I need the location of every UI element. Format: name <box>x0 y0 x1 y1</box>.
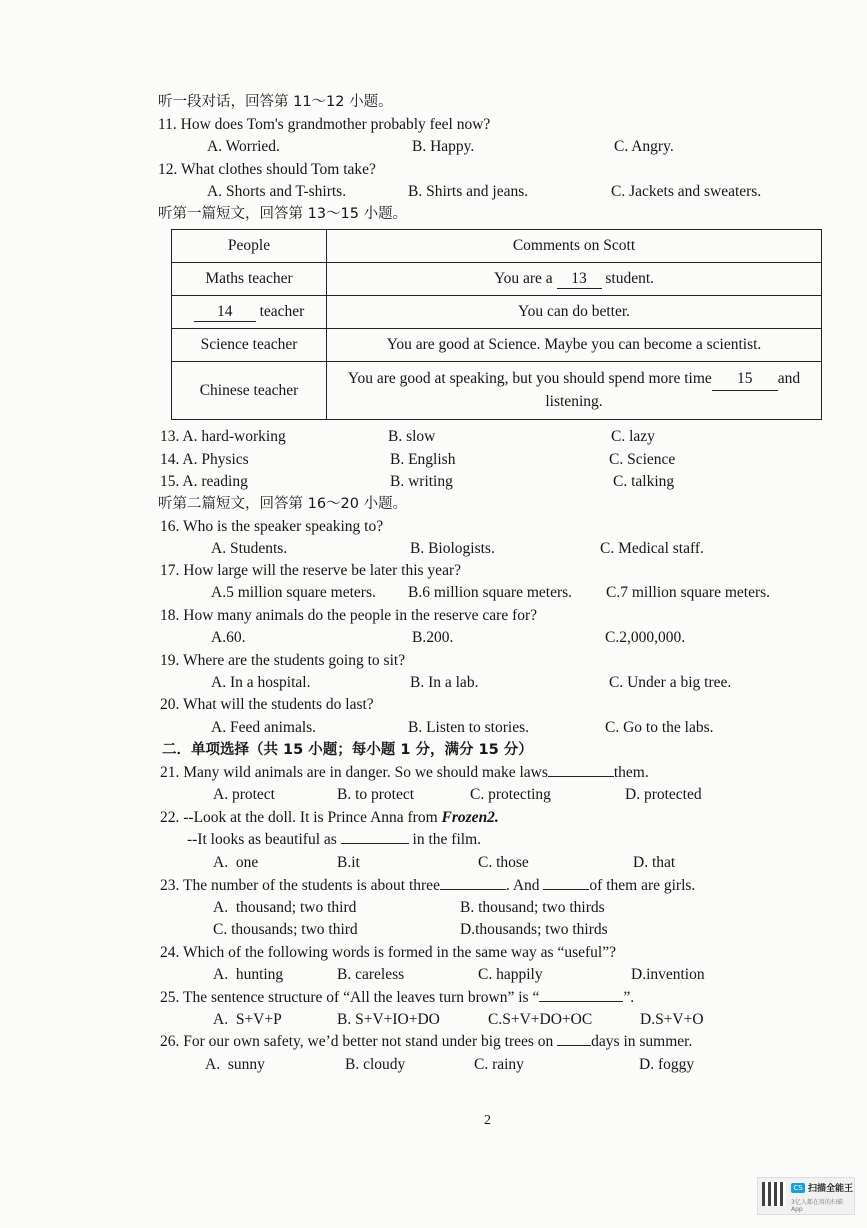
q26-blank <box>557 1045 591 1046</box>
q26-text-end: days in summer. <box>591 1033 693 1050</box>
q23-text: 23. The number of the students is about three <box>160 877 440 894</box>
q21-option-c: C. protecting <box>470 786 551 803</box>
passage1-header: 听第一篇短文，回答第 13～15 小题。 <box>158 206 408 222</box>
q16-option-a: A. Students. <box>211 540 288 557</box>
q15-option-b: B. writing <box>390 473 453 490</box>
comment-text: student. <box>601 269 655 287</box>
table-cell-person: Maths teacher <box>172 263 327 296</box>
q26-option-a: A. sunny <box>205 1056 265 1073</box>
q11-option-b: B. Happy. <box>412 138 475 155</box>
question-22-line1 <box>160 808 499 828</box>
table-cell-person: Science teacher <box>172 329 327 362</box>
q20-option-a: A. Feed animals. <box>211 719 317 736</box>
q21-option-b: B. to protect <box>337 786 415 803</box>
q11-option-c: C. Angry. <box>614 138 674 155</box>
q21-blank <box>548 776 614 777</box>
q12-option-b: B. Shirts and jeans. <box>408 183 529 200</box>
q23-option-d: D.thousands; two thirds <box>460 921 608 938</box>
q11-option-a: A. Worried. <box>207 138 280 155</box>
q13-option-a: 13. A. hard-working <box>160 428 286 445</box>
q22-blank <box>341 843 409 844</box>
q17-option-a: A.5 million square meters. <box>211 584 376 601</box>
q21-option-d: D. protected <box>625 786 702 803</box>
blank-14: 14 <box>194 303 256 322</box>
comment-text: You are good at speaking, but you should spend more time <box>347 370 712 387</box>
film-title: Frozen2. <box>441 809 499 826</box>
q23-option-a: A. thousand; two third <box>213 899 357 916</box>
q25-option-a: A. S+V+P <box>213 1011 282 1028</box>
section2-header: 二．单项选择（共 15 小题；每小题 1 分，满分 15 分） <box>162 742 533 758</box>
q23-text-mid: . And <box>505 877 544 894</box>
table-header-comments: Comments on Scott <box>327 230 822 263</box>
q26-option-b: B. cloudy <box>345 1056 406 1073</box>
q25-text: 25. The sentence structure of “All the leaves turn brown” is “ <box>160 989 540 1006</box>
q23-blank-2 <box>543 889 589 890</box>
q22-text: 22. --Look at the doll. It is Prince Anna from <box>160 809 442 826</box>
question-21 <box>160 763 649 783</box>
q14-option-a: 14. A. Physics <box>160 451 249 468</box>
q23-option-b: B. thousand; two thirds <box>460 899 605 916</box>
q12-option-c: C. Jackets and sweaters. <box>611 183 762 200</box>
q25-option-b: B. S+V+IO+DO <box>337 1011 440 1028</box>
comment-text: You are a <box>493 269 557 287</box>
scanner-subtitle: 3亿人都在用的扫描App <box>791 1199 843 1213</box>
q26-option-c: C. rainy <box>474 1056 524 1073</box>
table-row <box>172 263 822 296</box>
q22-option-b: B.it <box>337 854 360 871</box>
comments-table <box>171 229 822 420</box>
q24-option-d: D.invention <box>631 966 705 983</box>
question-19: 19. Where are the students going to sit? <box>160 652 406 669</box>
table-row <box>172 329 822 362</box>
question-18: 18. How many animals do the people in the reserve care for? <box>160 607 538 624</box>
q24-option-a: A. hunting <box>213 966 284 983</box>
page-number: 2 <box>484 1113 491 1128</box>
q26-option-d: D. foggy <box>639 1056 695 1073</box>
q21-text-end: them. <box>613 764 649 781</box>
dialogue-header: 听一段对话，回答第 11～12 小题。 <box>158 94 393 110</box>
q19-option-c: C. Under a big tree. <box>609 674 732 691</box>
question-16: 16. Who is the speaker speaking to? <box>160 518 384 535</box>
question-23 <box>160 876 695 896</box>
q26-text: 26. For our own safety, we’d better not stand under big trees on <box>160 1033 558 1050</box>
q19-option-b: B. In a lab. <box>410 674 479 691</box>
q18-option-a: A.60. <box>211 629 246 646</box>
question-11: 11. How does Tom's grandmother probably feel now? <box>158 116 491 133</box>
q17-option-b: B.6 million square meters. <box>408 584 573 601</box>
comment-text: listening. <box>545 393 603 410</box>
question-25 <box>160 988 634 1008</box>
q14-option-b: B. English <box>390 451 456 468</box>
table-cell-comment: You are good at Science. Maybe you can become a scientist. <box>327 329 822 362</box>
q19-option-a: A. In a hospital. <box>211 674 311 691</box>
comment-text: and <box>777 370 801 387</box>
table-cell-comment <box>327 362 822 420</box>
q22-option-a: A. one <box>213 854 259 871</box>
q23-text-end: of them are girls. <box>589 877 696 894</box>
q22-option-c: C. those <box>478 854 529 871</box>
person-text: teacher <box>255 302 305 320</box>
table-header-people: People <box>172 230 327 263</box>
q18-option-b: B.200. <box>412 629 454 646</box>
q24-option-b: B. careless <box>337 966 405 983</box>
q22-text-end: in the film. <box>408 831 481 848</box>
scanner-title: 扫描全能王 <box>808 1184 854 1194</box>
q23-blank-1 <box>440 889 506 890</box>
q14-option-c: C. Science <box>609 451 676 468</box>
q22-text: --It looks as beautiful as <box>187 831 341 848</box>
q17-option-c: C.7 million square meters. <box>606 584 771 601</box>
q15-option-a: 15. A. reading <box>160 473 248 490</box>
q20-option-c: C. Go to the labs. <box>605 719 714 736</box>
camscanner-logo-icon: CS <box>791 1183 805 1193</box>
scanner-watermark <box>757 1177 855 1215</box>
table-row <box>172 362 822 420</box>
question-26 <box>160 1032 692 1052</box>
table-cell-comment <box>327 263 822 296</box>
q16-option-b: B. Biologists. <box>410 540 495 557</box>
question-12: 12. What clothes should Tom take? <box>158 161 376 178</box>
table-cell-person <box>172 296 327 329</box>
blank-15: 15 <box>712 368 778 391</box>
q13-option-b: B. slow <box>388 428 436 445</box>
q15-option-c: C. talking <box>613 473 675 490</box>
blank-13: 13 <box>557 270 602 289</box>
qr-code-icon <box>762 1182 786 1206</box>
table-row <box>172 296 822 329</box>
q25-text-end: ”. <box>623 989 635 1006</box>
question-24: 24. Which of the following words is formed in the same way as “useful”? <box>160 944 616 961</box>
question-20: 20. What will the students do last? <box>160 696 374 713</box>
q22-option-d: D. that <box>633 854 676 871</box>
question-17: 17. How large will the reserve be later this year? <box>160 562 461 579</box>
q24-option-c: C. happily <box>478 966 543 983</box>
q25-blank <box>539 1001 623 1002</box>
q23-option-c: C. thousands; two third <box>213 921 358 938</box>
q20-option-b: B. Listen to stories. <box>408 719 529 736</box>
q21-text: 21. Many wild animals are in danger. So we should make laws <box>160 764 548 781</box>
q13-option-c: C. lazy <box>611 428 655 445</box>
q18-option-c: C.2,000,000. <box>605 629 686 646</box>
q25-option-d: D.S+V+O <box>640 1011 704 1028</box>
q12-option-a: A. Shorts and T-shirts. <box>207 183 347 200</box>
q25-option-c: C.S+V+DO+OC <box>488 1011 593 1028</box>
q16-option-c: C. Medical staff. <box>600 540 704 557</box>
passage2-header: 听第二篇短文，回答第 16～20 小题。 <box>158 496 408 512</box>
question-22-line2 <box>187 830 481 850</box>
q21-option-a: A. protect <box>213 786 275 803</box>
table-cell-comment: You can do better. <box>327 296 822 329</box>
table-cell-person: Chinese teacher <box>172 362 327 420</box>
